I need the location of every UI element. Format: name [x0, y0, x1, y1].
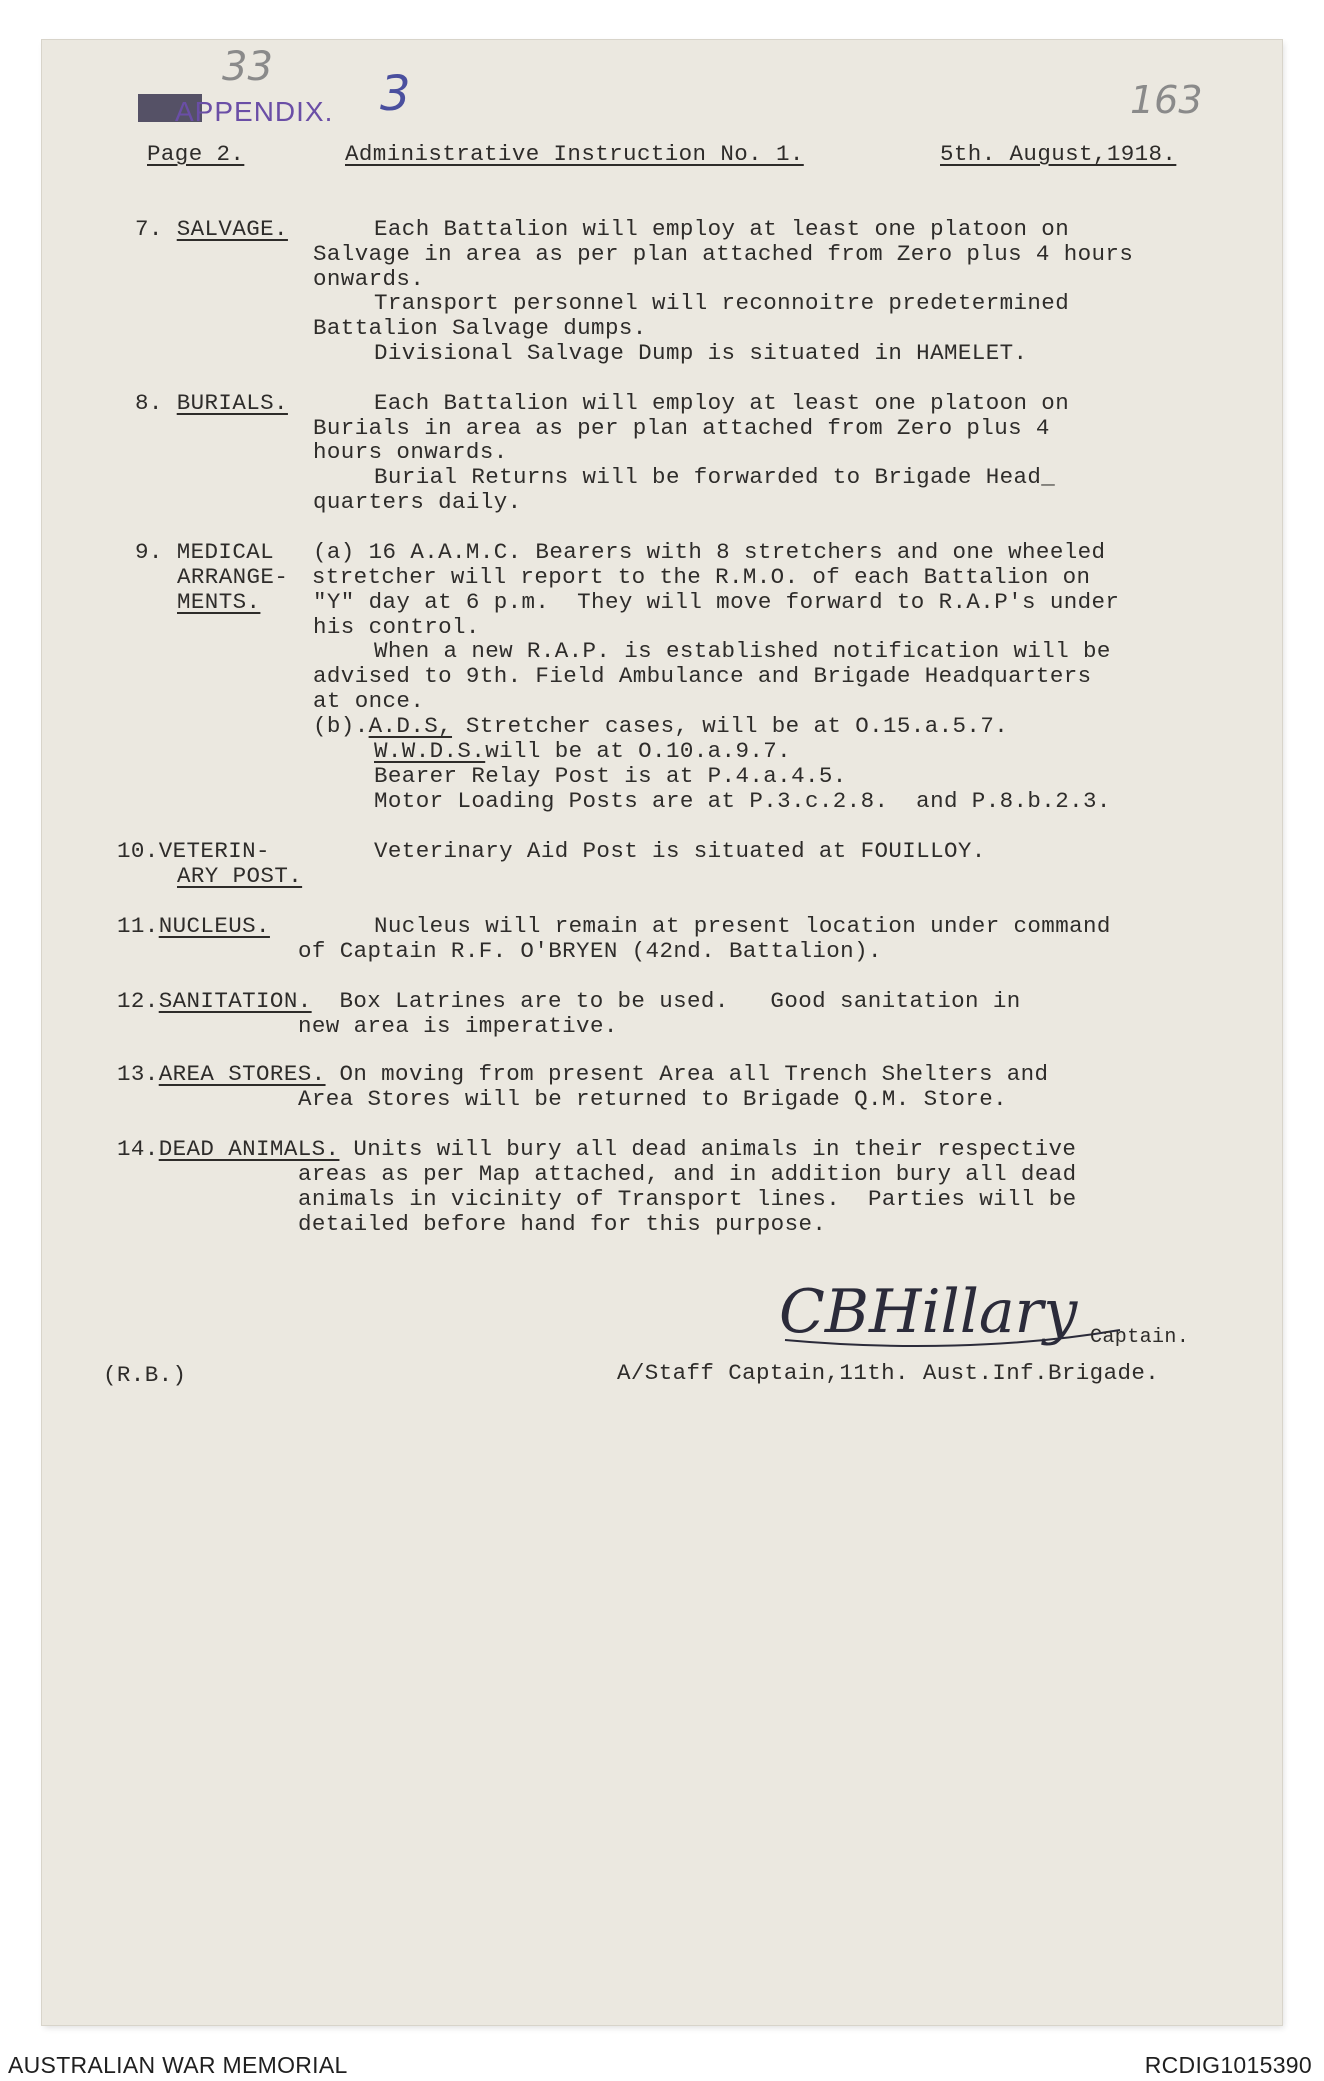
text-line [177, 865, 302, 888]
text-line [313, 591, 1119, 614]
text-line [374, 342, 1027, 365]
text-line [117, 915, 270, 938]
text-line-content: stretcher will report to the R.M.O. of each Battalion on [298, 564, 1091, 590]
text-line-content: Divisional Salvage Dump is situated in HAMELET. [374, 340, 1028, 366]
text-line-content: detailed before hand for this purpose. [298, 1211, 827, 1237]
text-line [117, 990, 1021, 1013]
text-line [374, 740, 791, 763]
text-line-content: Nucleus will remain at present location under command [374, 913, 1111, 939]
text-line-content: Area Stores will be returned to Brigade Q.M. Store. [298, 1086, 1008, 1112]
underlined-heading: SANITATION. [158, 988, 312, 1014]
folio-number: 163 [1130, 78, 1203, 122]
document-page [42, 40, 1282, 2025]
ink-number: 3 [380, 66, 411, 122]
text-line [313, 715, 1008, 738]
appendix-stamp: APPENDIX. [175, 96, 334, 127]
text-line [298, 1015, 618, 1038]
text-line [298, 940, 882, 963]
text-line [374, 840, 986, 863]
text-line [298, 566, 1090, 589]
underlined-heading: MENTS. [177, 589, 261, 615]
text-line [313, 268, 424, 291]
text-line [135, 392, 288, 415]
text-line-content: When a new R.A.P. is established notification will be [374, 638, 1111, 664]
text-line-content: 7. [135, 216, 177, 242]
typist-initials: (R.B.) [103, 1362, 187, 1388]
underlined-heading: ARY POST. [177, 863, 303, 889]
text-line-content: onwards. [313, 266, 425, 292]
text-line-content: Battalion Salvage dumps. [313, 315, 647, 341]
text-line [374, 218, 1069, 241]
text-line-content: quarters daily. [313, 489, 522, 515]
text-line [374, 392, 1069, 415]
text-line [374, 292, 1069, 315]
underlined-heading: A.D.S, [368, 713, 453, 739]
signature-rank: Captain. [1090, 1326, 1190, 1349]
text-line-content: new area is imperative. [298, 1013, 618, 1039]
text-line-content: 12. [117, 988, 159, 1014]
text-line-content: 10.VETERIN- [117, 838, 270, 864]
text-line [313, 317, 647, 340]
text-line [313, 665, 1092, 688]
text-line-content: advised to 9th. Field Ambulance and Brigade Headquarters [313, 663, 1092, 689]
text-line [298, 1163, 1077, 1186]
text-line-rest: Stretcher cases, will be at O.15.a.5.7. [452, 713, 1009, 739]
text-line [135, 541, 274, 564]
text-line-content: 11. [117, 913, 159, 939]
text-line [117, 1063, 1048, 1086]
underlined-heading: BURIALS. [176, 390, 288, 416]
text-line [374, 466, 1055, 489]
underlined-heading: NUCLEUS. [158, 913, 270, 939]
text-line-rest: On moving from present Area all Trench Shelters and [325, 1061, 1049, 1087]
text-line-content: 9. MEDICAL [135, 539, 275, 565]
text-line-content: (b). [313, 713, 369, 739]
underlined-heading: SALVAGE. [176, 216, 288, 242]
text-line [298, 1088, 1007, 1111]
text-line [313, 616, 480, 639]
document-title: Administrative Instruction No. 1. [345, 141, 804, 167]
text-line [374, 640, 1111, 663]
underlined-heading: DEAD ANIMALS. [158, 1136, 340, 1162]
text-line-content: areas as per Map attached, and in addition bury all dead [298, 1161, 1077, 1187]
text-line-content: Veterinary Aid Post is situated at FOUILLOY. [374, 838, 986, 864]
pencil-number: 33 [222, 44, 273, 90]
text-line-content: of Captain R.F. O'BRYEN (42nd. Battalion). [298, 938, 882, 964]
handwritten-signature [775, 1270, 1135, 1360]
footer-archive: AUSTRALIAN WAR MEMORIAL [8, 2052, 348, 2078]
text-line [298, 1188, 1077, 1211]
text-line-content: "Y" day at 6 p.m. They will move forward to R.A.P's under [313, 589, 1120, 615]
text-line [313, 491, 522, 514]
text-line-content: Bearer Relay Post is at P.4.a.4.5. [374, 763, 847, 789]
text-line-rest: Units will bury all dead animals in their respective [339, 1136, 1077, 1162]
text-line [117, 1138, 1076, 1161]
text-line-content: 8. [135, 390, 177, 416]
document-date: 5th. August,1918. [940, 141, 1177, 167]
text-line [313, 243, 1133, 266]
text-line-content: (a) 16 A.A.M.C. Bearers with 8 stretchers and one wheeled [313, 539, 1106, 565]
text-line [374, 765, 847, 788]
text-line-content: 13. [117, 1061, 159, 1087]
text-line [177, 566, 288, 589]
text-line-content: Salvage in area as per plan attached from Zero plus 4 hours [313, 241, 1134, 267]
text-line-content: Burial Returns will be forwarded to Brigade Head_ [374, 464, 1056, 490]
text-line-content: Transport personnel will reconnoitre predetermined [374, 290, 1070, 316]
text-line [313, 541, 1105, 564]
underlined-heading: AREA STORES. [158, 1061, 326, 1087]
text-line-content: his control. [313, 614, 480, 640]
text-line-rest: Box Latrines are to be used. Good sanitation in [311, 988, 1021, 1014]
text-line-rest: will be at O.10.a.9.7. [485, 738, 792, 764]
text-line-content: Each Battalion will employ at least one platoon on [374, 390, 1070, 416]
footer-reference: RCDIG1015390 [1144, 2052, 1312, 2078]
text-line [374, 790, 1111, 813]
text-line-content: Motor Loading Posts are at P.3.c.2.8. and P.8.b.2.3. [374, 788, 1111, 814]
text-line-content: Burials in area as per plan attached from Zero plus 4 [313, 415, 1050, 441]
text-line [117, 840, 270, 863]
page-number: Page 2. [147, 141, 245, 167]
text-line [298, 1213, 826, 1236]
signature-title: A/Staff Captain,11th. Aust.Inf.Brigade. [617, 1360, 1160, 1386]
text-line-content: hours onwards. [313, 439, 508, 465]
text-line-content: 14. [117, 1136, 159, 1162]
text-line [177, 591, 260, 614]
text-line-content: at once. [313, 688, 425, 714]
text-line [313, 441, 508, 464]
text-line [313, 417, 1050, 440]
underlined-heading: W.W.D.S. [374, 738, 486, 764]
signature-text: CBHillary [779, 1277, 1078, 1347]
text-line [135, 218, 288, 241]
text-line-content: Each Battalion will employ at least one platoon on [374, 216, 1070, 242]
text-line-content: ARRANGE- [177, 564, 289, 590]
text-line [374, 915, 1111, 938]
text-line-content: animals in vicinity of Transport lines. Parties will be [298, 1186, 1077, 1212]
text-line [313, 690, 424, 713]
